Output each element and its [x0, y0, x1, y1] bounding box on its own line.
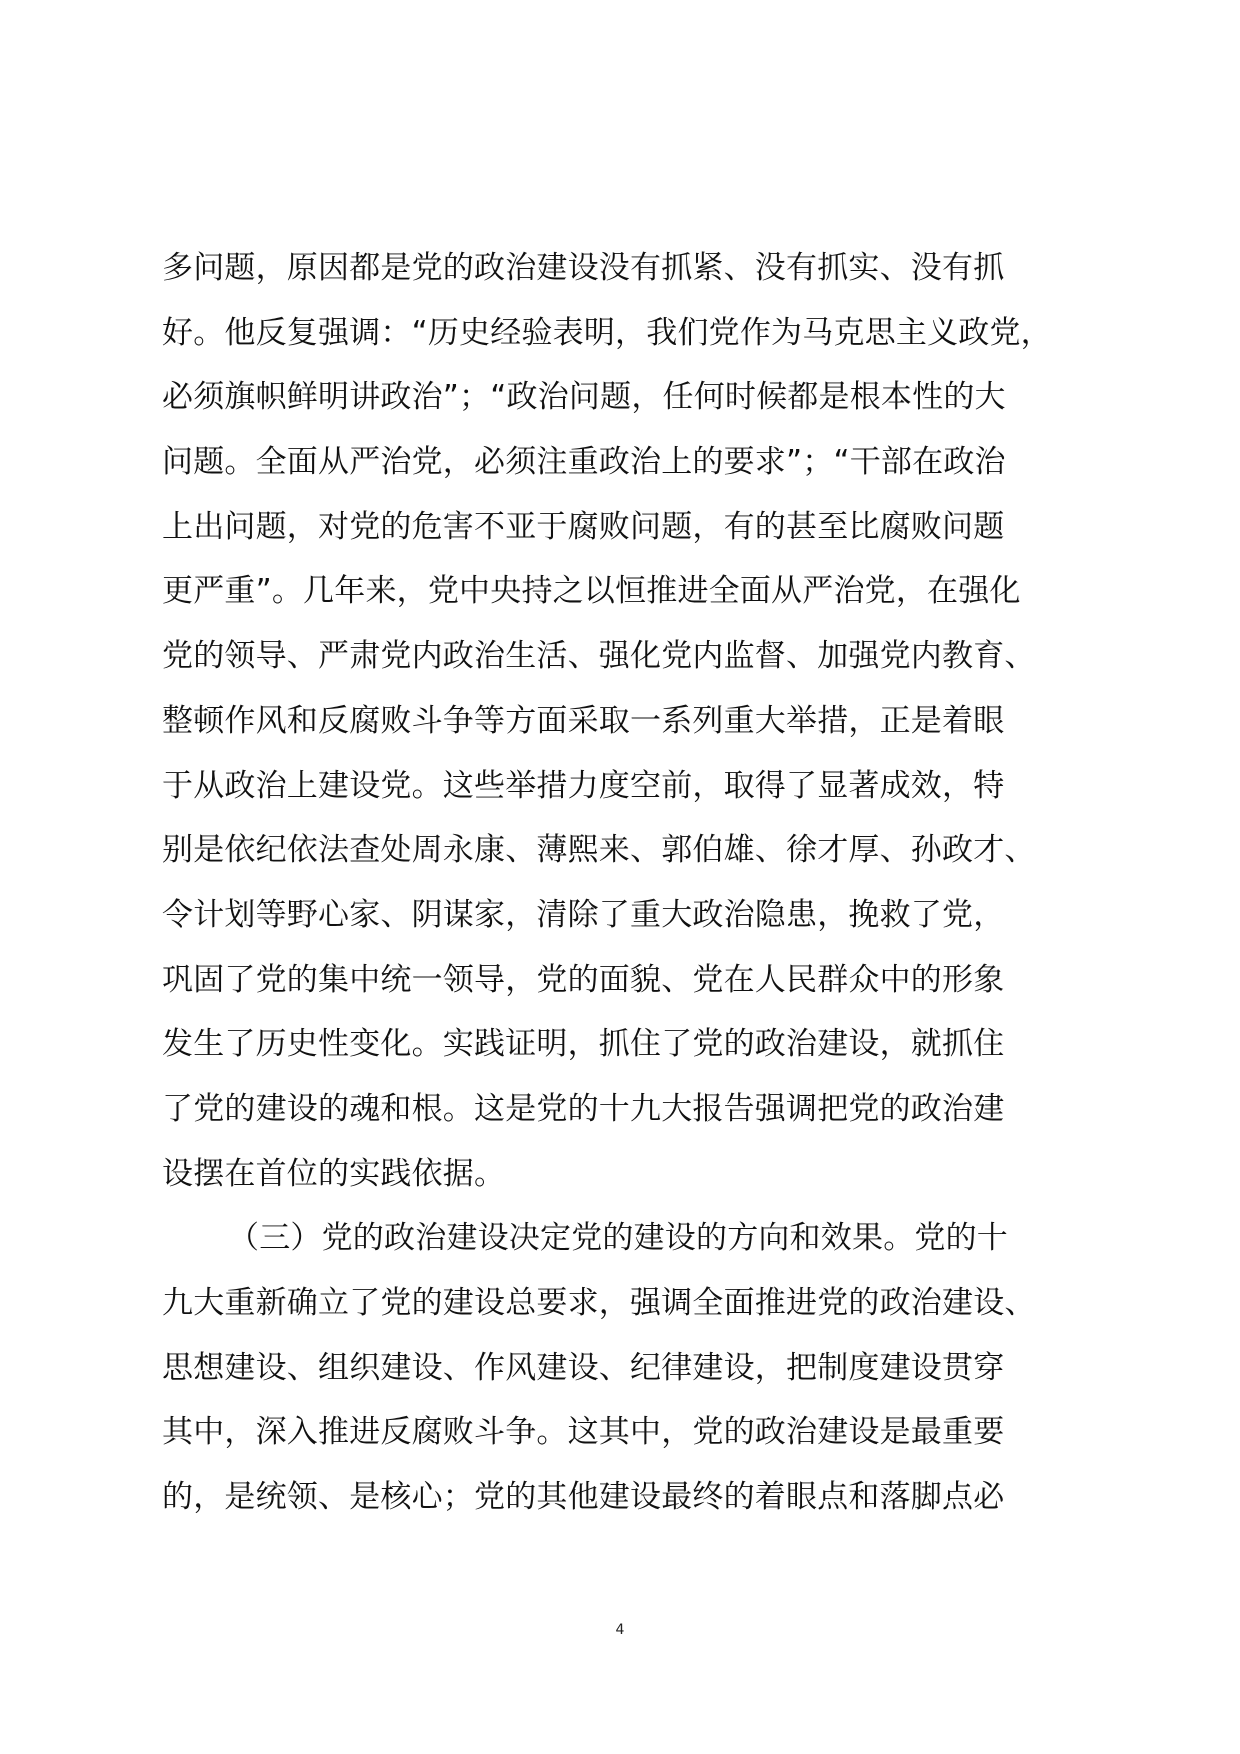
text-line: 了党的建设的魂和根。这是党的十九大报告强调把党的政治建 — [162, 1090, 1005, 1127]
text-line: 多问题，原因都是党的政治建设没有抓紧、没有抓实、没有抓 — [162, 250, 1005, 286]
text-line: 必须旗帜鲜明讲政治”；“政治问题，任何时候都是根本性的大 — [162, 379, 1006, 416]
text-line: 于从政治上建设党。这些举措力度空前，取得了显著成效，特 — [162, 767, 1005, 804]
text-line: 九大重新确立了党的建设总要求，强调全面推进党的政治建设、 — [162, 1285, 1036, 1321]
text-line: 发生了历史性变化。实践证明，抓住了党的政治建设，就抓住 — [162, 1026, 1005, 1063]
text-line: 巩固了党的集中统一领导，党的面貌、党在人民群众中的形象 — [162, 961, 1005, 998]
section-heading-line: （三）党的政治建设决定党的建设的方向和效果。党的十 — [228, 1220, 1008, 1257]
text-line: 的，是统领、是核心；党的其他建设最终的着眼点和落脚点必 — [162, 1479, 1005, 1516]
text-line: 党的领导、严肃党内政治生活、强化党内监督、加强党内教育、 — [162, 638, 1036, 675]
text-line: 好。他反复强调：“历史经验表明，我们党作为马克思主义政党， — [162, 314, 1052, 351]
text-line: 其中，深入推进反腐败斗争。这其中，党的政治建设是最重要 — [162, 1414, 1005, 1451]
text-line: 整顿作风和反腐败斗争等方面采取一系列重大举措，正是着眼 — [162, 702, 1005, 739]
text-line: 令计划等野心家、阴谋家，清除了重大政治隐患，挽救了党， — [162, 896, 1005, 933]
text-line: 更严重”。几年来，党中央持之以恒推进全面从严治党，在强化 — [162, 573, 1021, 610]
text-line: 别是依纪依法查处周永康、薄熙来、郭伯雄、徐才厚、孙政才、 — [162, 832, 1036, 869]
text-line: 问题。全面从严治党，必须注重政治上的要求”；“干部在政治 — [162, 444, 1006, 481]
text-line: 上出问题，对党的危害不亚于腐败问题，有的甚至比腐败问题 — [162, 508, 1005, 545]
text-line: 设摆在首位的实践依据。 — [162, 1155, 506, 1192]
body-text — [162, 236, 1122, 1530]
page-number: 4 — [615, 1622, 625, 1638]
text-line: 思想建设、组织建设、作风建设、纪律建设，把制度建设贯穿 — [162, 1349, 1005, 1386]
